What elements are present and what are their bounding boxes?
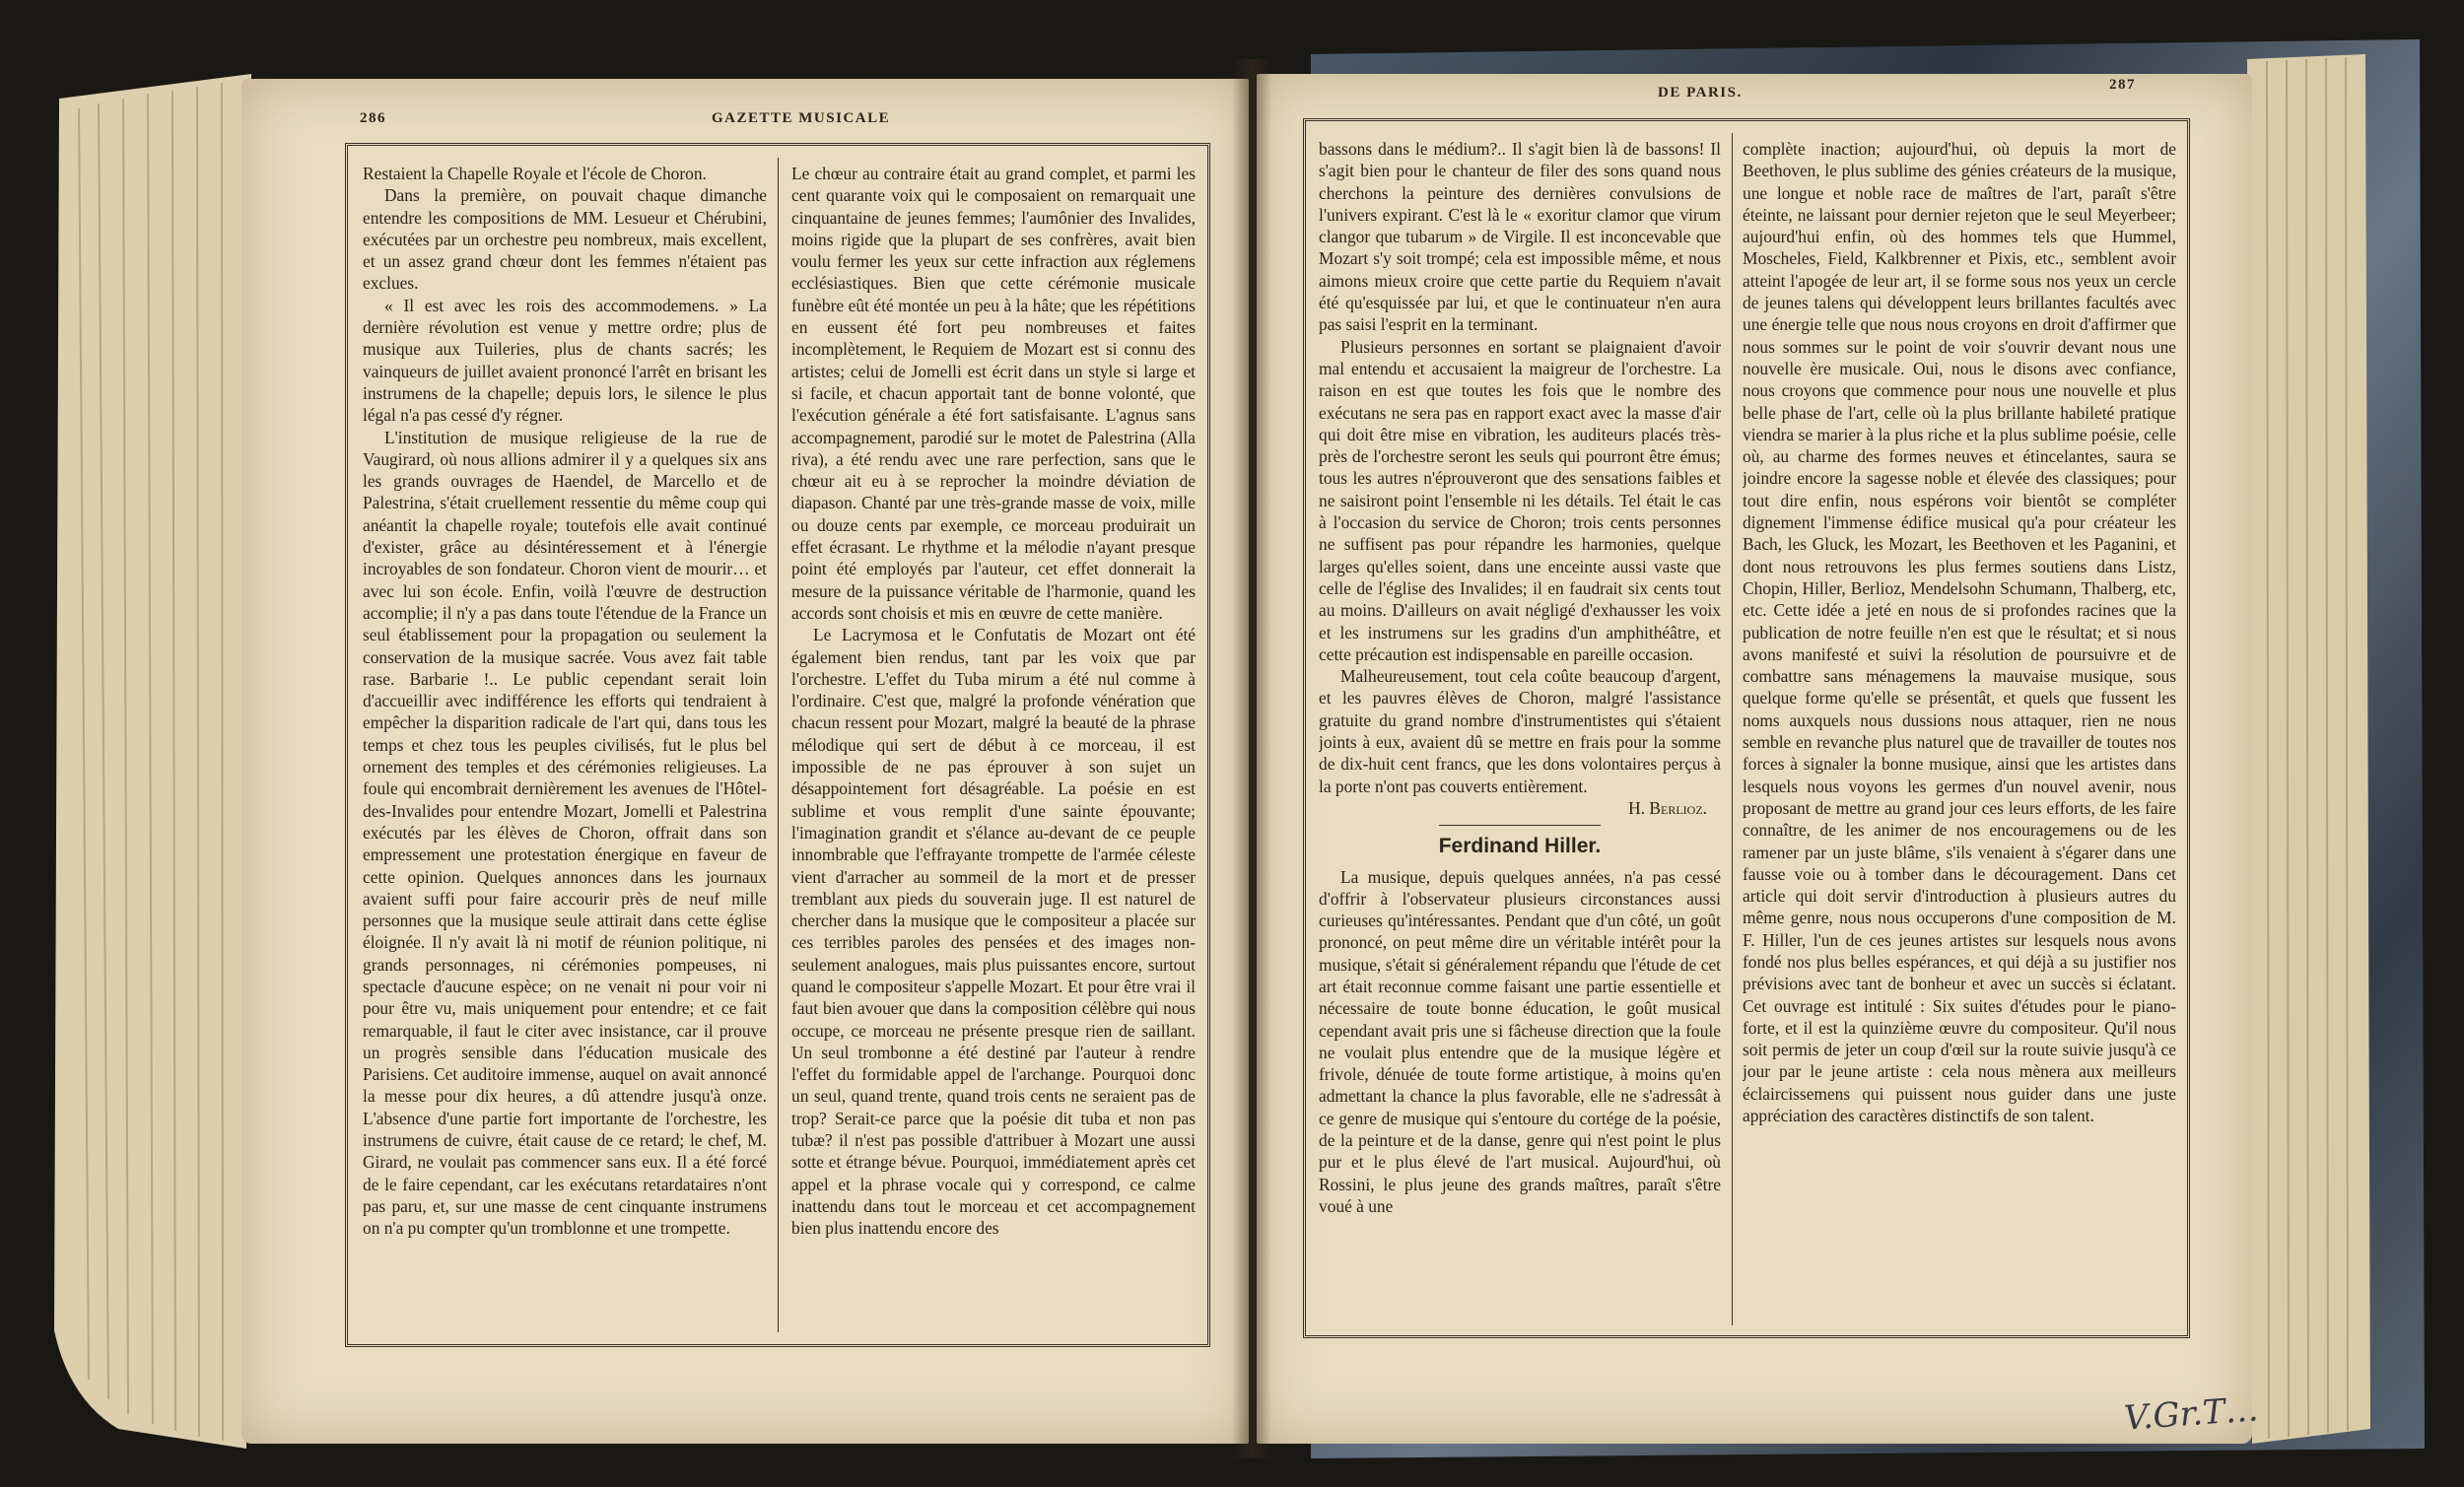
- paragraph: Le chœur au contraire était au grand complet, et parmi les cent quarante voix qui le composaient on remarquait une cinquantaine de jeunes femmes; l'aumônier des Invalides, moins rigide que la plupart de ses confrères, avait bien voulu fermer les yeux sur cette infraction aux réglemens ecclésiastiques. Bien que cette cérémonie musicale funèbre eût été montée un peu à la hâte; que les répétitions en eussent été fort peu nombreuses et faites incomplètement, le Requiem de Mozart est si connu des artistes; celui de Jomelli est écrit dans un style si large et si facile, et chacun apportait tant de bonne volonté, que l'exécution générale a été fort satisfaisante. L'agnus sans accompagnement, parodié sur le motet de Palestrina (Alla riva), a été rendu avec une rare perfection, sans que le chœur ait eu à se reprocher la moindre déviation de diapason. Chanté par une très-grande masse de voix, mille ou douze cents par exemple, ce morceau produirait un effet écrasant. Le rhythme et la mélodie n'ayant presque point été employés par l'auteur, cet effet donnerait la mesure de la puissance véritable de l'harmonie, quand les accords sont choisis et mis en œuvre de cette manière.: [791, 164, 1196, 623]
- paragraph: Le Lacrymosa et le Confutatis de Mozart ont été également bien rendus, tant par les voix que par l'orchestre. L'effet du Tuba mirum a été nul comme à l'ordinaire. C'est que, malgré la profonde vénération que chacun ressent pour Mozart, malgré la beauté de la phrase mélodique qui sert de début à ce morceau, il est impossible de ne pas éprouver à son sujet un désappointement fort désagréable. La poésie en est sublime et vous remplit d'une sainte épouvante; l'imagination grandit et s'élance au-devant de ce peuple innombrable que l'effrayante trompette de l'armée céleste vient d'arracher au sommeil de la mort et de presser tremblant aux pieds du souverain juge. Il est naturel de chercher dans la musique que le compositeur a placée sur ces terribles paroles des pensées et des images non-seulement analogues, mais plus puissantes encore, surtout quand le compositeur s'appelle Mozart. Et pour être vrai il faut bien avouer que dans la composition célèbre qui nous occupe, ce morceau ne présente presque rien de saillant. Un seul trombonne a été destiné par l'auteur à rendre l'effet du formidable appel de l'archange. Pourquoi donc un seul, quand trente, quand trois cents ne seraient pas de trop? Serait-ce parce que la poésie dit tuba et non pas tubæ? il n'est pas possible d'attribuer à Mozart une aussi sotte et étrange bévue. Pourquoi, immédiatement après cet appel et la phrase vocale qui y correspond, ce calme inattendu dans tout le morceau et cet accompagnement bien plus inattendu encore des: [791, 625, 1196, 1239]
- left-column-2: [791, 163, 1196, 1337]
- right-column-2: [1743, 138, 2176, 1325]
- paragraph: « Il est avec les rois des accommodemens. » La dernière révolution est venue y mettre ordre; plus de musique aux Tuileries, plus de chants sacrés; les vainqueurs de juillet avaient prononcé l'arrêt en brisant les instrumens de la chapelle; depuis lors, le silence le plus légal n'a pas cessé d'y régner.: [363, 295, 767, 426]
- paragraph: bassons dans le médium?.. Il s'agit bien là de bassons! Il s'agit bien pour le chanteur de filer des sons quand nous cherchons la peinture des dernières convulsions de l'univers expirant. C'est là le « exoritur clamor que virum clangor que tubarum » de Virgile. Il est inconcevable que Mozart s'y soit trompé; cela est impossible même, et nous aimons mieux croire que cette partie du Requiem n'avait été qu'esquissée par lui, et que le continuateur n'en aura pas saisi l'esprit en la terminant.: [1319, 139, 1721, 335]
- left-column-1: [363, 163, 767, 1337]
- handwritten-shelfmark: V.Gr.T…: [2122, 1389, 2260, 1439]
- paragraph: Malheureusement, tout cela coûte beaucoup d'argent, et les pauvres élèves de Choron, malgré l'assistance gratuite du grand nombre d'instrumentistes qui s'étaient joints à eux, avaient dû se mettre en frais pour la somme de dix-huit cent francs, que les dons volontaires perçus à la porte n'ont pas couverts entièrement.: [1319, 666, 1721, 796]
- author-signature: H. Berlioz.: [1628, 797, 1707, 818]
- running-head-left: GAZETTE MUSICALE: [712, 110, 891, 126]
- right-column-divider: [1732, 133, 1733, 1325]
- left-column-divider: [778, 158, 779, 1332]
- paragraph: Plusieurs personnes en sortant se plaignaient d'avoir mal entendu et accusaient la maigreur de l'orchestre. La raison en est que toutes les fois que le nombre des exécutans ne sera pas en rapport exact avec la masse d'air qui doit être mise en vibration, les auditeurs placés très-près de l'orchestre seront les seuls qui pourront être émus; tous les autres n'éprouveront que des sensations faibles et ne saisiront point l'ensemble ni les détails. Tel était le cas à l'occasion du service de Choron; trois cents personnes ne suffisent pas pour répandre les harmonies, quelque larges qu'elles soient, dans une enceinte aussi vaste que celle de l'église des Invalides; il en faudrait six cents tout au moins. D'ailleurs on avait négligé d'exhausser les voix et les instrumens sur les gradins d'un amphithéâtre, et cette précaution est indispensable en pareille occasion.: [1319, 336, 1721, 664]
- paragraph: Restaient la Chapelle Royale et l'école de Choron.: [363, 164, 707, 183]
- page-number-right: 287: [2109, 77, 2136, 93]
- running-head-right: DE PARIS.: [1658, 85, 1743, 101]
- paragraph: L'institution de musique religieuse de la rue de Vaugirard, où nous allions admirer il y a quelques six ans les grands ouvrages de Haendel, de Marcello et de Palestrina, s'était cruellement ressentie du même coup qui anéantit la chapelle royale; toutefois elle avait continué d'exister, grâce au désintéressement et à l'énergie incroyables de son fondateur. Choron vient de mourir… et avec lui son école. Enfin, voilà l'œuvre de destruction accomplie; il n'y a pas dans toute l'étendue de la France un seul établissement pour la propagation ou seulement la conservation de la musique sacrée. Vous avez fait table rase. Barbarie !.. Le public cependant serait loin d'accueillir avec indifférence les efforts qui tendraient à empêcher la disparition radicale de l'art qui, dans tous les temps et chez tous les peuples civilisés, fut le plus bel ornement des temples et des cérémonies religieuses. La foule qui encombrait dernièrement les avenues de l'Hôtel-des-Invalides pour entendre Mozart, Jomelli et Palestrina exécutés par les élèves de Choron, offrait dans son empressement une protestation énergique en faveur de cette opinion. Quelques annonces dans les journaux avaient suffi pour faire accourir près de neuf mille personnes que la musique seule attirait dans cette église éloignée. Il n'y avait là ni motif de réunion politique, ni grands personnages, ni cérémonies pompeuses, ni spectacle d'aucune espèce; on ne venait ni pour voir ni pour être vu, mais uniquement pour entendre; et ce fait remarquable, il faut le citer avec insistance, car il prouve un progrès sensible dans l'éducation musicale des Parisiens. Cet auditoire immense, auquel on avait annoncé la messe pour dix heures, a dû attendre jusqu'à onze. L'absence d'une partie fort importante de l'orchestre, les instrumens de cuivre, était cause de ce retard; le chef, M. Girard, ne voulait pas commencer sans eux. Il a été forcé de le faire cependant, car les exécutans retardataires n'ont pas paru, et, sur une masse de cent cinquante instrumens on n'a pu compter qu'un tromblonne et une trompette.: [363, 427, 767, 1239]
- paragraph: complète inaction; aujourd'hui, où depuis la mort de Beethoven, le plus sublime des génies créateurs de la musique, une longue et noble race de maîtres de l'art, paraît s'être éteinte, ne laissant pour dernier rejeton que le seul Meyerbeer; aujourd'hui enfin, où des hommes tels que Hummel, Moscheles, Field, Kalkbrenner et Pixis, etc., semblent avoir atteint l'apogée de leur art, il se forme sous nos yeux un cercle de jeunes talens qui développent leurs brillantes facultés avec une énergie telle que nous nous croyons en droit d'affirmer que nous sommes sur le point de voir s'ouvrir devant nous une nouvelle ère musicale. Oui, nous le disons avec confiance, nous croyons que commence pour nous une nouvelle et plus belle phase de l'art, celle où la plus brillante habileté pratique viendra se marier à la plus riche et la plus sublime poésie, celle où, au charme des formes neuves et étincelantes, saura se joindre encore la sagesse noble et élevée des classiques; pour tout dire enfin, nous espérons voir bientôt se compléter dignement l'immense édifice musical qu'a pour créateur les Bach, les Gluck, les Mozart, les Beethoven et les Paganini, et dont nous retrouvons les plus fermes soutiens dans Listz, Chopin, Hiller, Berlioz, Mendelsohn Schumann, Thalberg, etc, etc. Cette idée a jeté en nous de si profondes racines que la publication de notre feuille n'en est que le résultat; et si nous avons manifesté et suivi la résolution de poursuivre et de combattre sans ménagemens la mauvaise musique, sous quelque forme qu'elle se présentât, et quels que fussent les noms auxquels nous dussions nous attaquer, rien ne nous semble en revanche plus naturel que de travailler de toutes nos forces à signaler la bonne musique, ainsi que les artistes dans lesquels nous voyons les germes d'un nouvel avenir, nous proposant de mettre au grand jour ces leurs efforts, de les faire connaître, de les animer de nos encouragemens ou de les ramener par un juste blâme, s'ils venaient à s'égarer dans une fausse voie ou à tomber dans le découragement. Dans cet article qui doit servir d'introduction à plusieurs autres du même genre, nous nous occuperons d'une composition de M. F. Hiller, l'un de ces jeunes artistes sur lesquels nous avons fondé nos plus belles espérances, et qui déjà a su justifier nos prévisions avec tant de bonheur et avec un succès si éclatant. Cet ouvrage est intitulé : Six suites d'études pour le piano-forte, et il est la quinzième œuvre du compositeur. Qu'il nous soit permis de jeter un coup d'œil sur la route suivie jusqu'à ce jour par le jeune artiste : cela nous mènera aux meilleurs éclaircissemens qui puissent nous guider dans une juste appréciation des caractères distinctifs de son talent.: [1743, 139, 2176, 1126]
- paragraph: Dans la première, on pouvait chaque dimanche entendre les compositions de MM. Lesueur et Chérubini, exécutées par un orchestre peu nombreux, mais excellent, et un assez grand chœur dont les femmes n'étaient pas exclues.: [363, 185, 767, 294]
- section-rule: [1439, 825, 1600, 826]
- page-number-left: 286: [360, 110, 386, 126]
- article-title: Ferdinand Hiller.: [1438, 835, 1602, 858]
- book-gutter: [1232, 59, 1271, 1458]
- paragraph: La musique, depuis quelques années, n'a pas cessé d'offrir à l'observateur plusieurs circonstances aussi curieuses qu'intéressantes. Pendant que d'un côté, un goût prononcé, on peut même dire un véritable intérêt pour la musique, s'était si généralement répandu que l'étude de cet art était reconnue comme faisant une partie essentielle et nécessaire de toute bonne éducation, le goût musical cependant avait pris une si fâcheuse direction que la foule ne voulait plus entendre que de la musique légère et frivole, dénuée de toute forme artistique, à moins qu'en admettant la chance la plus favorable, elle ne s'adressât à ce genre de musique qui s'entoure du cortége de la poésie, de la peinture et de la danse, genre qui n'est point le plus pur et le plus élevé de l'art musical. Aujourd'hui, où Rossini, le plus jeune des grands maîtres, paraît s'être voué à une: [1319, 866, 1721, 1216]
- right-column-1: [1319, 138, 1721, 1325]
